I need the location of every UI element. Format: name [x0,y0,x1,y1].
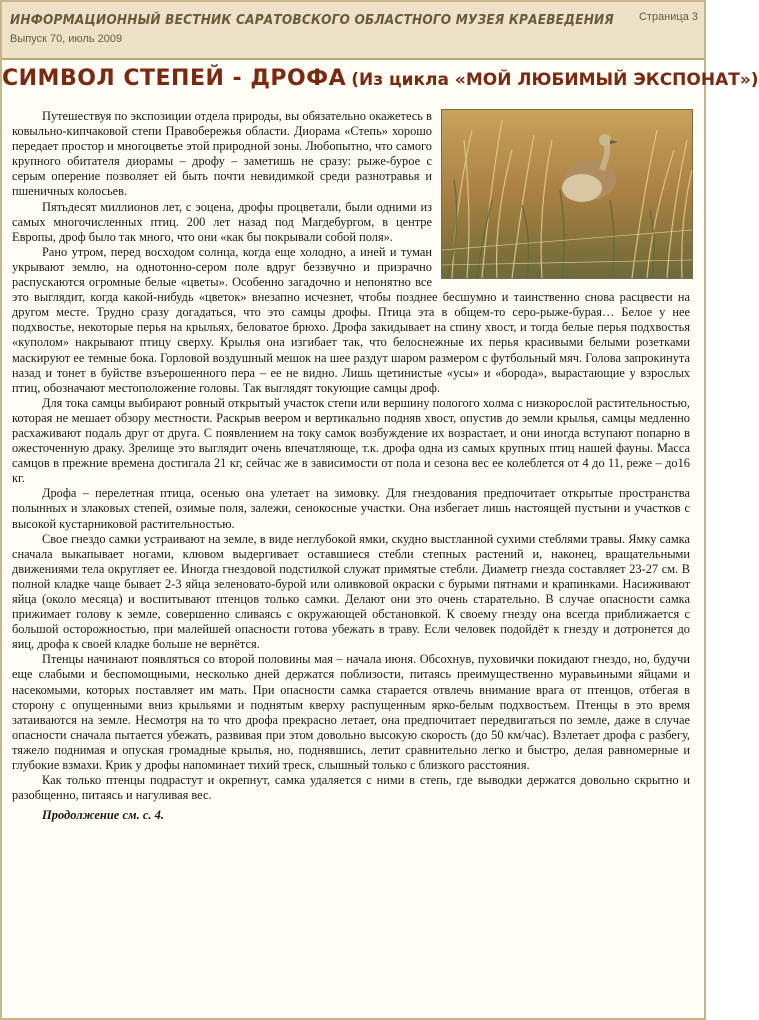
paragraph: Дрофа – перелетная птица, осенью она улетает на зимовку. Для гнездования предпочитает открытые пространства полынных и злаковых степей, озимые поля, залежи, сенокосные участки. Она избегает лишь настоящей пустыни и участков с высокой кустарниковой растительностью. [12,486,690,531]
paragraph: Свое гнездо самки устраивают на земле, в виде неглубокой ямки, скудно выстланной сухими стеблями травы. Ямку самка сначала выкапывает ногами, клювом выдергивает оставшиеся стебли степных растений и, наконец, вращательными движениями тела округляет ее. Иногда гнездовой подстилкой служат примятые стебли. Диаметр гнезда составляет 23-27 см. В полной кладке чаще бывает 2-3 яйца зеленовато-бурой или оливковой окраски с бурыми пятнами и крапинками. Насиживают яйца (около месяца) и воспитывают птенцов только самки. Делают они это очень старательно. В случае опасности самка прижимает голову к земле, совершенно сливаясь с окружающей обстановкой. К своему гнезду она всегда приближается с большой осторожностью, при малейшей опасности готова убежать в траву. Если человек подойдёт к гнезду и дотронется до яиц, дрофа к своей кладке больше не вернётся. [12,531,690,652]
page-header [2,2,704,60]
issue-label: Выпуск 70, июль 2009 [10,33,123,45]
paragraph: Птенцы начинают появляться со второй половины мая – начала июня. Обсохнув, пуховички покидают гнездо, но, будучи еще слабыми и беспомощными, несколько дней держатся поблизости, питаясь преимущественно муравьиными яйцами и насекомыми, которых поставляет им мать. При опасности самка старается отвлечь внимание врага от птенцов, отбегая в сторону с опущенными вниз крыльями и поднятым кверху распущенным ярко-белым подхвостьем. Птенцы в это время затаиваются на земле. Несмотря на то что дрофа прекрасно летает, она предпочитает передвигаться по земле, даже в случае опасности сначала пытается убежать, развивая при этом довольно высокую скорость (до 50 км/час). Взлетает дрофа с разбегу, тяжело поднимая и опуская громадные крылья, но, поднявшись, летит сравнительно легко и быстро, делая равномерные и глубокие взмахи. Крик у дрофы напоминает тихий треск, слышный только с близкого расстояния. [12,652,690,773]
article-heading [2,66,759,91]
article-subtitle: (Из цикла «МОЙ ЛЮБИМЫЙ ЭКСПОНАТ») [351,70,759,90]
page-number: Страница 3 [638,11,698,23]
paragraph: Путешествуя по экспозиции отдела природы, вы обязательно окажетесь в ковыльно-кипчаковой степи Правобережья области. Диорама «Степь» хорошо передает простор и многоцветье этой природной зоны. Любопытно, что самого крупного обитателя диорамы – дрофу – заметишь не сразу: рыже-бурое с серым оперение позволяет ей быть почти невидимкой среди разнотравья и пшеничных колосьев. [12,109,432,199]
paragraph: Рано утром, перед восходом солнца, когда еще холодно, а иней и туман укрывают землю, на однотонно-сером поле вдруг беззвучно и призрачно распускаются огромные белые «цветы». Особенно загадочно и непонятно все это выглядит, когда какой-нибудь «цветок» внезапно исчезнет, чтобы позднее бесшумно и таинственно снова расцвести на другом месте. Трудно сразу догадаться, что это самцы дрофы. Птица эта в общем-то серо-рыже-бурая… Белое у нее подхвостье, некоторые перья на крыльях, беловатое брюхо. Дрофа закидывает на спину хвост, и тогда белые перья подхвостья «куполом» накрывают птицу сверху. Крылья она изгибает так, что белоснежные их перья красивыми белыми розетками маскируют ее темные бока. Горловой воздушный мешок на шее раздут шаром размером с футбольный мяч. Голова запрокинута назад и тонет в буйстве взъерошенного пера – ее не видно. Лишь щетинистые «усы» и «борода», вырастающие у взрослых птиц, обозначают местоположение головы. Так выглядят токующие самцы дроф. [12,244,690,395]
paragraph: Пятьдесят миллионов лет, с эоцена, дрофы процветали, были одними из самых многочисленных птиц. 200 лет назад под Магдебургом, в центре Европы, дроф было так много, что они «как бы покрывали собой поля». [12,199,432,244]
photo-spacer [432,109,690,285]
newsletter-title: ИНФОРМАЦИОННЫЙ ВЕСТНИК САРАТОВСКОГО ОБЛАСТНОГО МУЗЕЯ КРАЕВЕДЕНИЯ [10,12,614,28]
article-body [12,109,690,823]
article-title: СИМВОЛ СТЕПЕЙ - ДРОФА [2,66,347,91]
paragraph: Как только птенцы подрастут и окрепнут, самка удаляется с ними в степь, где выводки держатся довольно скрытно и разобщенно, питаясь и нагуливая вес. [12,773,690,803]
continued-note: Продолжение см. с. 4. [42,808,164,823]
paragraph: Для тока самцы выбирают ровный открытый участок степи или вершину пологого холма с низкорослой растительностью, которая не мешает обзору местности. Раскрыв веером и вертикально подняв хвост, опустив до земли крылья, самцы медленно расхаживают подаль друг от друга. С появлением на току самок возбуждение их возрастает, и они иногда вступают попарно в ожесточенную драку. Зрелище это выглядит очень впечатляюще, т.к. дрофа одна из самых крупных птиц нашей фауны. Масса самцов в прежние времена достигала 21 кг, сейчас же в зависимости от пола и сезона вес ее колеблется от 4 до 11, реже – до16 кг. [12,395,690,486]
